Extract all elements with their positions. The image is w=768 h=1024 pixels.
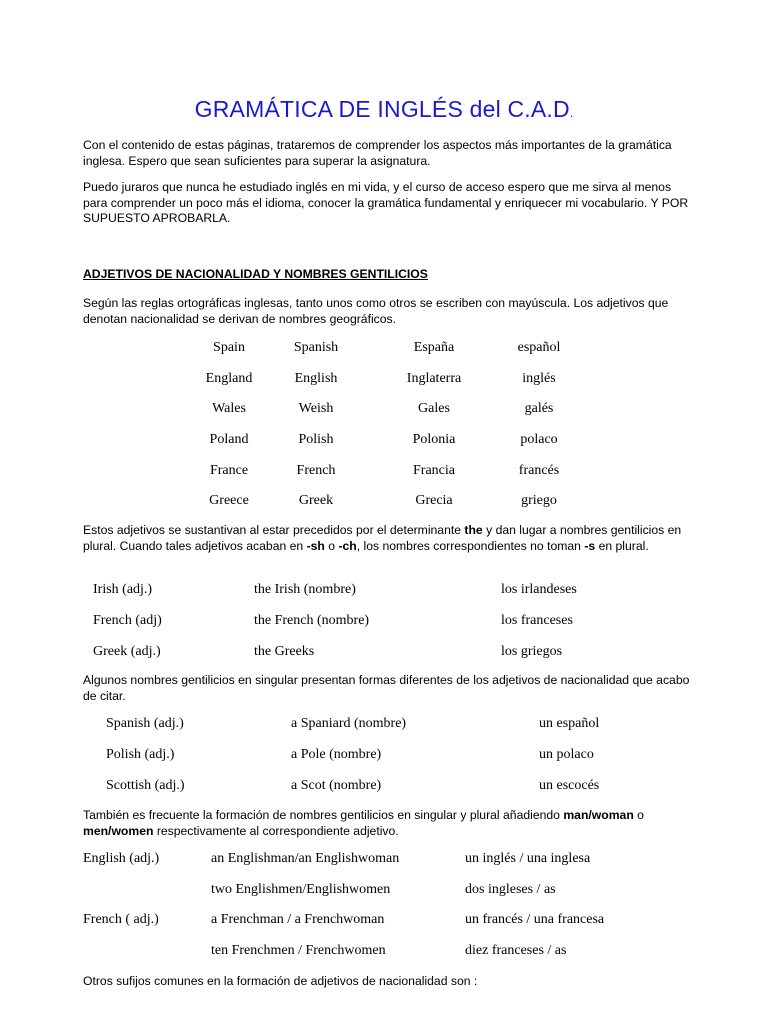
noun-cell: two Englishmen/Englishwomen (211, 882, 391, 897)
table-row (0, 340, 768, 360)
country-cell: England (205, 371, 253, 386)
text-run: También es frecuente la formación de nombres gentilicios en singular y plural añadiendo (83, 808, 564, 822)
adjective-cell: Scottish (adj.) (106, 778, 185, 793)
country-cell: France (209, 463, 249, 478)
noun-cell: an Englishman/an Englishwoman (211, 851, 400, 866)
table-row (0, 493, 768, 513)
intro-paragraph-1: Con el contenido de estas páginas, trataremos de comprender los aspectos más importantes de la gramática inglesa. Espero que sean suficientes para superar la asignatura. (83, 138, 672, 168)
adjective-cell: French ( adj.) (83, 912, 159, 927)
adjetivo-cell: inglés (522, 371, 556, 386)
noun-cell: the French (nombre) (254, 613, 370, 628)
table-row (0, 613, 768, 633)
table-row (0, 882, 768, 902)
table-row (0, 582, 768, 602)
intro-paragraph-2: Puedo juraros que nunca he estudiado inglés en mi vida, y el curso de acceso espero que me sirva al menos para comprender un poco más el idioma, conocer la gramática fundamental y enriquecer mi vocabulario. Y POR SUPUESTO APROBARLA. (83, 180, 689, 225)
table-row (0, 747, 768, 767)
adjective-cell: Polish (adj.) (106, 747, 175, 762)
table-row (0, 851, 768, 871)
pais-cell: Grecia (415, 493, 453, 508)
noun-cell: a Pole (nombre) (291, 747, 382, 762)
section-heading: ADJETIVOS DE NACIONALIDAD Y NOMBRES GENTILICIOS (83, 267, 428, 281)
table-row (0, 432, 768, 452)
table-row (0, 644, 768, 664)
adjetivo-cell: francés (518, 463, 560, 478)
table-row (0, 716, 768, 736)
pais-cell: Inglaterra (406, 371, 462, 386)
translation-cell: un inglés / una inglesa (465, 851, 591, 866)
text-run: y dan lugar a nombres gentilicios en plural. Cuando tales adjetivos acaban en (83, 523, 682, 553)
text-run: , los nombres correspondientes no toman (356, 538, 585, 553)
bold-term: the (464, 523, 483, 537)
country-cell: Spain (213, 340, 245, 355)
country-cell: Poland (209, 432, 249, 447)
singular-paragraph: Algunos nombres gentilicios en singular presentan formas diferentes de los adjetivos de nacionalidad que acabo de citar. (83, 673, 690, 703)
bold-term: -ch (338, 538, 357, 553)
text-run: en plural. (595, 538, 649, 553)
adjective-cell: Greek (298, 493, 334, 508)
table-row (0, 463, 768, 483)
adjective-cell: English (294, 371, 338, 386)
translation-cell: un español (539, 716, 600, 731)
adjetivo-cell: galés (524, 401, 554, 416)
adjetivo-cell: polaco (520, 432, 558, 447)
bold-term: -s (584, 538, 596, 553)
adjective-cell: English (adj.) (83, 851, 160, 866)
adjective-cell: Spanish (293, 340, 339, 355)
translation-cell: los griegos (501, 644, 563, 659)
table-row (0, 778, 768, 798)
table-row (0, 371, 768, 391)
translation-cell: un escocés (539, 778, 600, 793)
pais-cell: Francia (413, 463, 455, 478)
noun-cell: ten Frenchmen / Frenchwomen (211, 943, 386, 958)
text-run: Estos adjetivos se sustantivan al estar precedidos por el determinante (83, 523, 465, 537)
pais-cell: Gales (418, 401, 450, 416)
adjetivo-cell: español (517, 340, 561, 355)
text-run: o (633, 808, 644, 822)
bold-term: man/woman (563, 808, 634, 822)
translation-cell: diez franceses / as (465, 943, 567, 958)
closing-paragraph: Otros sufijos comunes en la formación de adjetivos de nacionalidad son : (83, 974, 478, 988)
adjetivo-cell: griego (521, 493, 557, 508)
pais-cell: España (413, 340, 455, 355)
noun-cell: the Irish (nombre) (254, 582, 356, 597)
adjective-cell: Greek (adj.) (93, 644, 161, 659)
text-run: respectivamente al correspondiente adjetivo. (153, 823, 399, 838)
adjective-cell: Polish (298, 432, 334, 447)
bold-term: -sh (306, 538, 325, 553)
noun-cell: the Greeks (254, 644, 315, 659)
table-row (0, 943, 768, 963)
adjective-cell: French (296, 463, 336, 478)
table-row (0, 401, 768, 421)
adjective-cell: French (adj) (93, 613, 162, 628)
translation-cell: dos ingleses / as (465, 882, 556, 897)
adjective-cell: Spanish (adj.) (106, 716, 184, 731)
noun-cell: a Frenchman / a Frenchwoman (211, 912, 385, 927)
page-title-text: GRAMÁTICA DE INGLÉS del C.A.D (194, 96, 570, 122)
section-intro: Según las reglas ortográficas inglesas, tanto unos como otros se escriben con mayúscula. Los adjetivos que denotan nacionalidad se derivan de nombres geográficos. (83, 296, 669, 326)
translation-cell: un polaco (539, 747, 594, 762)
substantive-paragraph (83, 523, 693, 554)
page-title (0, 96, 768, 123)
translation-cell: los franceses (501, 613, 573, 628)
noun-cell: a Spaniard (nombre) (291, 716, 407, 731)
man-woman-paragraph (83, 808, 693, 839)
text-run: o (324, 538, 339, 553)
pais-cell: Polonia (412, 432, 456, 447)
noun-cell: a Scot (nombre) (291, 778, 382, 793)
table-row (0, 912, 768, 932)
title-dot: . (569, 106, 574, 120)
translation-cell: los irlandeses (501, 582, 577, 597)
adjective-cell: Weish (298, 401, 334, 416)
country-cell: Wales (212, 401, 246, 416)
adjective-cell: Irish (adj.) (93, 582, 153, 597)
country-cell: Greece (209, 493, 249, 508)
bold-term: men/women (83, 823, 154, 838)
translation-cell: un francés / una francesa (465, 912, 605, 927)
